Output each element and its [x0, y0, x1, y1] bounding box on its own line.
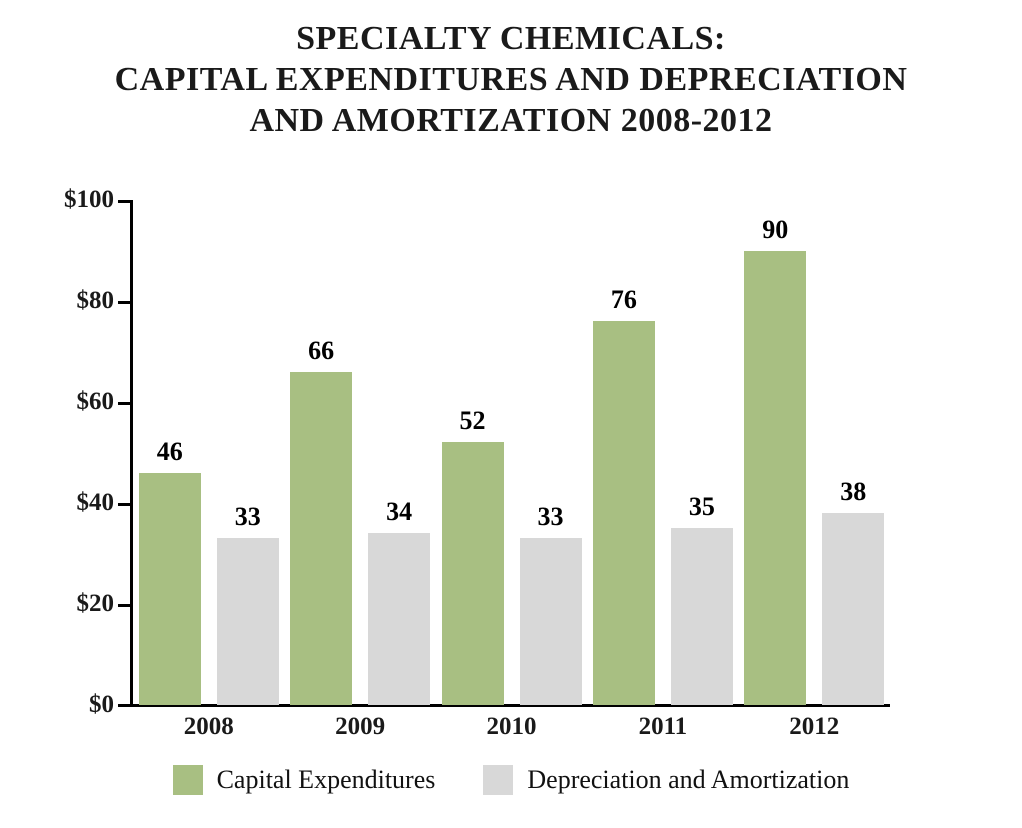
y-tick-mark	[118, 402, 132, 405]
bar-capital-expenditures	[290, 372, 352, 705]
chart-title-line-2: CAPITAL EXPENDITURES AND DEPRECIATION	[114, 61, 908, 98]
x-tick-label: 2009	[335, 713, 386, 740]
bar-value-label: 76	[610, 285, 637, 315]
legend-label: Depreciation and Amortization	[527, 765, 850, 794]
bar-depreciation-amortization	[671, 528, 733, 705]
legend-item-capital-expenditures	[173, 765, 436, 795]
y-tick-mark	[118, 301, 132, 304]
bar-depreciation-amortization	[217, 538, 279, 705]
bars-layer	[133, 200, 890, 705]
bar-capital-expenditures	[593, 321, 655, 705]
bar-value-label: 35	[688, 492, 715, 522]
chart-title-line-1: SPECIALTY CHEMICALS:	[296, 20, 726, 57]
legend-item-depreciation-amortization	[483, 765, 849, 795]
bar-value-label: 66	[308, 335, 335, 365]
chart-legend	[0, 765, 1022, 795]
legend-swatch-icon	[483, 765, 513, 795]
bar-capital-expenditures	[139, 473, 201, 705]
y-tick-mark	[118, 704, 132, 707]
bar-depreciation-amortization	[822, 513, 884, 705]
x-tick-label: 2011	[638, 713, 688, 740]
y-tick-label: $0	[89, 691, 114, 718]
chart-title-line-3: AND AMORTIZATION 2008-2012	[249, 102, 773, 139]
bar-value-label: 90	[762, 214, 789, 244]
y-tick-label: $100	[64, 186, 114, 213]
bar-capital-expenditures	[744, 251, 806, 706]
legend-swatch-icon	[173, 765, 203, 795]
legend-label: Capital Expenditures	[216, 765, 436, 794]
y-tick-label: $40	[76, 489, 114, 516]
x-tick-label: 2010	[486, 713, 537, 740]
y-tick-mark	[118, 200, 132, 203]
y-tick-label: $80	[76, 287, 114, 314]
bar-value-label: 33	[234, 502, 261, 532]
bar-depreciation-amortization	[520, 538, 582, 705]
y-tick-label: $60	[76, 388, 114, 415]
x-tick-labels	[133, 707, 890, 747]
bar-depreciation-amortization	[368, 533, 430, 705]
bar-value-label: 34	[386, 497, 413, 527]
bar-value-label: 38	[840, 477, 867, 507]
y-tick-mark	[118, 604, 132, 607]
y-tick-label: $20	[76, 590, 114, 617]
bar-value-label: 52	[459, 406, 486, 436]
bar-value-label: 46	[156, 436, 183, 466]
bar-capital-expenditures	[442, 442, 504, 705]
x-tick-label: 2012	[789, 713, 840, 740]
y-tick-mark	[118, 503, 132, 506]
bar-value-label: 33	[537, 502, 564, 532]
x-tick-label: 2008	[183, 713, 234, 740]
